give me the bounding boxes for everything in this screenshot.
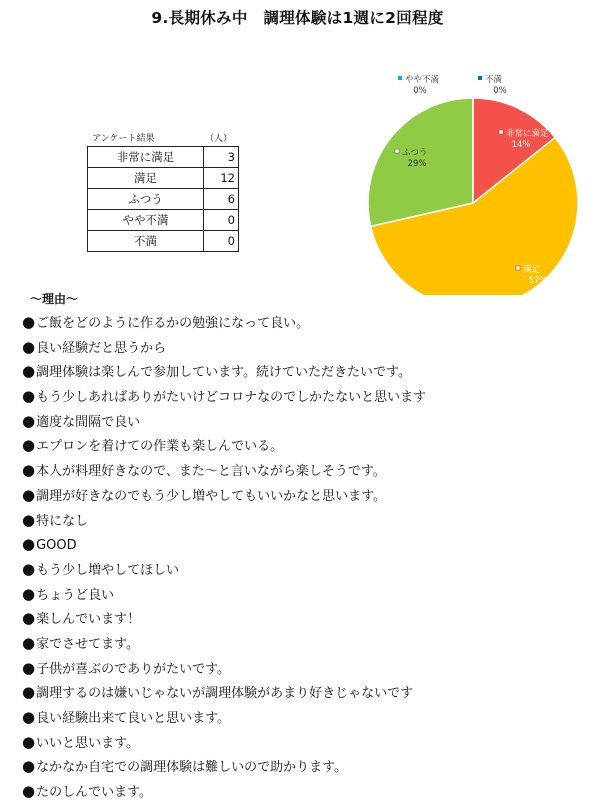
page-title: 9.長期休み中 調理体験は1週に2回程度 (151, 9, 444, 27)
percent-label: 0% (413, 86, 427, 96)
list-item (22, 779, 426, 804)
reason-text: 家でさせてます。 (36, 636, 140, 652)
list-item (22, 483, 426, 508)
list-item (22, 705, 426, 730)
reason-text: 特になし (36, 513, 89, 529)
list-item (22, 310, 426, 335)
category-label: 満足 (523, 265, 541, 275)
bullet-icon: ● (22, 485, 36, 504)
percent-label: 57% (528, 276, 548, 286)
list-item (22, 656, 426, 681)
bullet-icon: ● (22, 337, 36, 356)
row-value: 6 (204, 189, 239, 210)
percent-label: 29% (407, 159, 427, 169)
bullet-icon: ● (22, 782, 36, 801)
data-label (478, 74, 507, 96)
category-label: 不満 (485, 75, 503, 85)
reason-text: いいと思います。 (36, 735, 140, 751)
survey-caption (92, 131, 232, 144)
bullet-icon: ● (22, 683, 36, 702)
reason-text: たのしんでいます。 (36, 785, 153, 801)
category-label: ふつう (402, 148, 428, 158)
row-label: やや不満 (88, 210, 204, 231)
category-label: 非常に満足 (506, 129, 549, 139)
reason-text: ご飯をどのように作るかの勉強になって良い。 (36, 316, 310, 331)
bullet-icon: ● (22, 510, 36, 529)
bullet-icon: ● (22, 387, 36, 406)
list-item (22, 433, 426, 458)
list-item (22, 532, 426, 557)
row-value: 0 (204, 231, 239, 252)
reason-text: 調理が好きなのでもう少し増やしてもいいかなと思います。 (36, 488, 387, 504)
list-item (22, 359, 426, 384)
table-row (88, 189, 239, 210)
list-item (22, 754, 426, 779)
reason-text: 調理体験は楽しんで参加しています。続けていただきたいです。 (36, 365, 412, 381)
bullet-icon: ● (22, 708, 36, 726)
reason-text: エプロンを着けての作業も楽しんでいる。 (36, 439, 284, 455)
bullet-icon: ● (22, 411, 36, 430)
bullet-icon: ● (22, 461, 36, 480)
reason-text: 子供が喜ぶのでありがたいです。 (36, 661, 231, 677)
reason-text: 調理するのは嫌いじゃないが調理体験があまり好きじゃないです (36, 686, 414, 702)
bullet-icon: ● (22, 436, 36, 455)
legend-key-icon (478, 76, 482, 80)
reason-text: 良い経験出来て良いと思います。 (36, 711, 231, 726)
bullet-icon: ● (22, 559, 36, 578)
survey-caption-text: アンケート結果 (92, 134, 155, 144)
list-item (22, 631, 426, 656)
row-value: 3 (204, 147, 239, 168)
survey-table (87, 146, 239, 252)
table-row (88, 210, 239, 231)
percent-label: 0% (493, 86, 507, 96)
row-label: 非常に満足 (88, 147, 204, 168)
list-item (22, 606, 426, 631)
row-value: 12 (204, 168, 239, 189)
list-item (22, 384, 426, 409)
bullet-icon: ● (22, 633, 36, 652)
list-item (22, 557, 426, 582)
reason-text: もう少しあればありがたいけどコロナなのでしかたないと思います (36, 390, 427, 406)
reason-text: 本人が料理好きなので、また～と言いながら楽しそうです。 (36, 464, 386, 480)
legend-key-icon (516, 266, 520, 270)
row-label: ふつう (88, 189, 204, 210)
bullet-icon: ● (22, 313, 36, 331)
bullet-icon: ● (22, 658, 36, 677)
list-item (22, 458, 426, 483)
list-item (22, 335, 426, 360)
list-item (22, 730, 426, 755)
list-item (22, 409, 426, 434)
reasons-heading: ～理由～ (30, 292, 79, 306)
list-item (22, 508, 426, 533)
legend-key-icon (398, 76, 402, 80)
pie-chart (355, 70, 590, 295)
reason-text: 良い経験だと思うから (36, 340, 167, 356)
reason-text: ちょうど良い (36, 587, 115, 603)
bullet-icon: ● (22, 757, 36, 776)
percent-label: 14% (511, 140, 531, 150)
bullet-icon: ● (22, 609, 36, 628)
survey-unit: （人） (204, 134, 232, 144)
list-item (22, 582, 426, 607)
bullet-icon: ● (22, 732, 36, 751)
table-row (88, 231, 239, 252)
data-label (398, 74, 440, 96)
reason-text: もう少し増やしてほしい (36, 562, 180, 578)
reason-text: なかなか自宅での調理体験は難しいので助かります。 (36, 760, 348, 776)
row-label: 不満 (88, 231, 204, 252)
legend-key-icon (499, 130, 503, 134)
table-row (88, 168, 239, 189)
reason-text: 楽しんでいます！ (36, 612, 141, 628)
category-label: やや不満 (405, 75, 440, 85)
table-row (88, 147, 239, 168)
reason-text: 適度な間隔で良い (36, 414, 141, 430)
reason-text: GOOD (36, 538, 77, 554)
reasons-list (22, 310, 426, 804)
bullet-icon: ● (22, 584, 36, 603)
row-value: 0 (204, 210, 239, 231)
legend-key-icon (395, 149, 399, 153)
bullet-icon: ● (22, 362, 36, 381)
list-item (22, 680, 426, 705)
row-label: 満足 (88, 168, 204, 189)
bullet-icon: ● (22, 535, 36, 554)
